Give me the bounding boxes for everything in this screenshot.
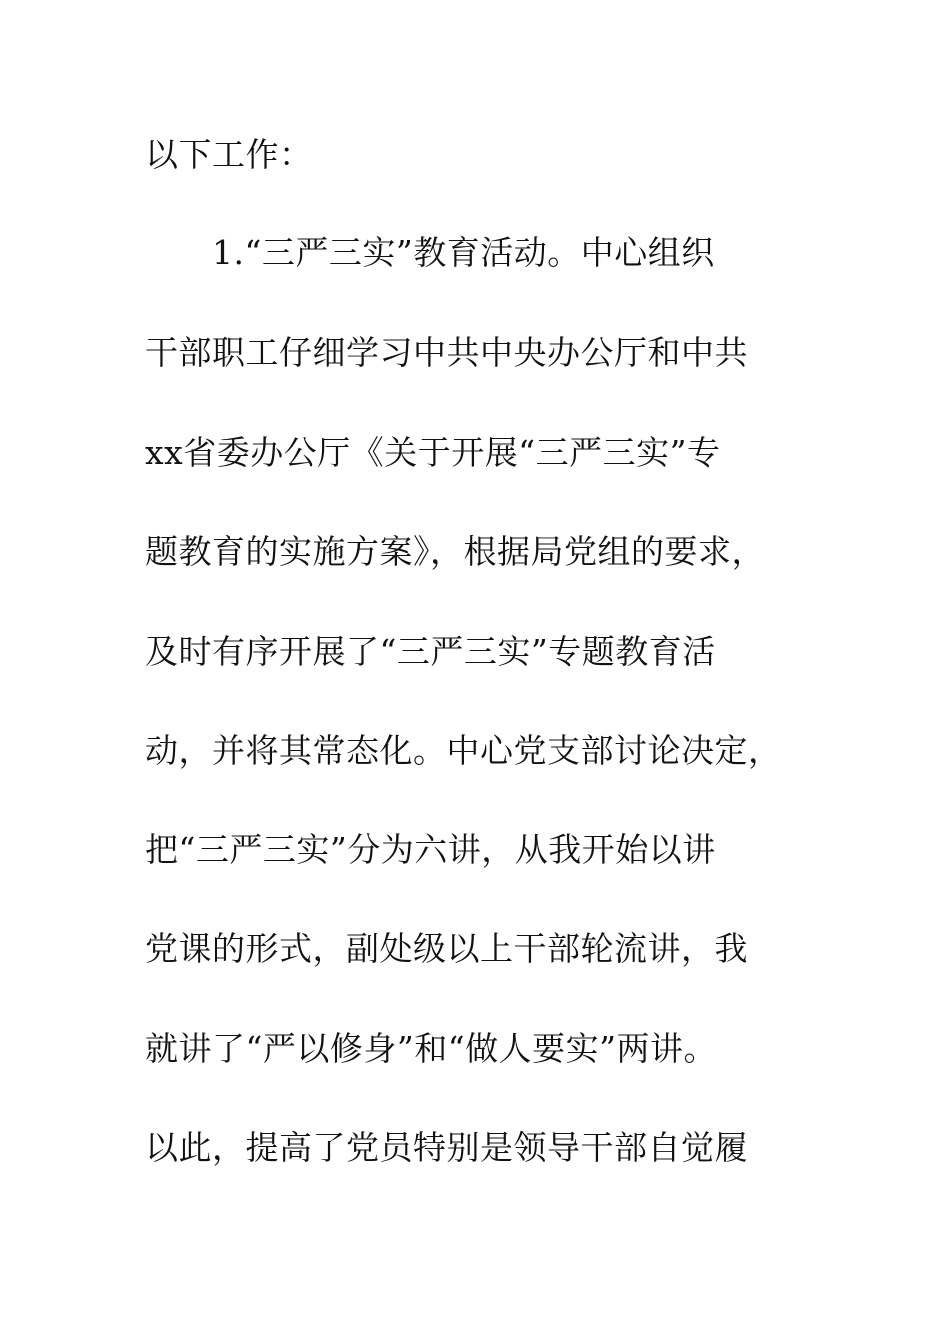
- text-line-7: 动，并将其常态化。中心党支部讨论决定，: [145, 731, 782, 770]
- text-line-9: 党课的形式，副处级以上干部轮流讲，我: [145, 929, 748, 968]
- text-line-5: 题教育的实施方案》，根据局党组的要求，: [145, 532, 765, 571]
- text-line-1: 以下工作：: [145, 135, 313, 174]
- text-line-3: 干部职工仔细学习中共中央办公厅和中共: [145, 333, 748, 372]
- text-line-11: 以此，提高了党员特别是领导干部自觉履: [145, 1128, 748, 1167]
- text-line-10: 就讲了“严以修身”和“做人要实”两讲。: [145, 1029, 717, 1068]
- text-line-2: 1.“三严三实”教育活动。中心组织: [212, 233, 715, 272]
- text-line-4: xx省委办公厅《关于开展“三严三实”专: [145, 433, 721, 472]
- text-line-6: 及时有序开展了“三严三实”专题教育活: [145, 632, 716, 671]
- text-line-8: 把“三严三实”分为六讲，从我开始以讲: [145, 830, 716, 869]
